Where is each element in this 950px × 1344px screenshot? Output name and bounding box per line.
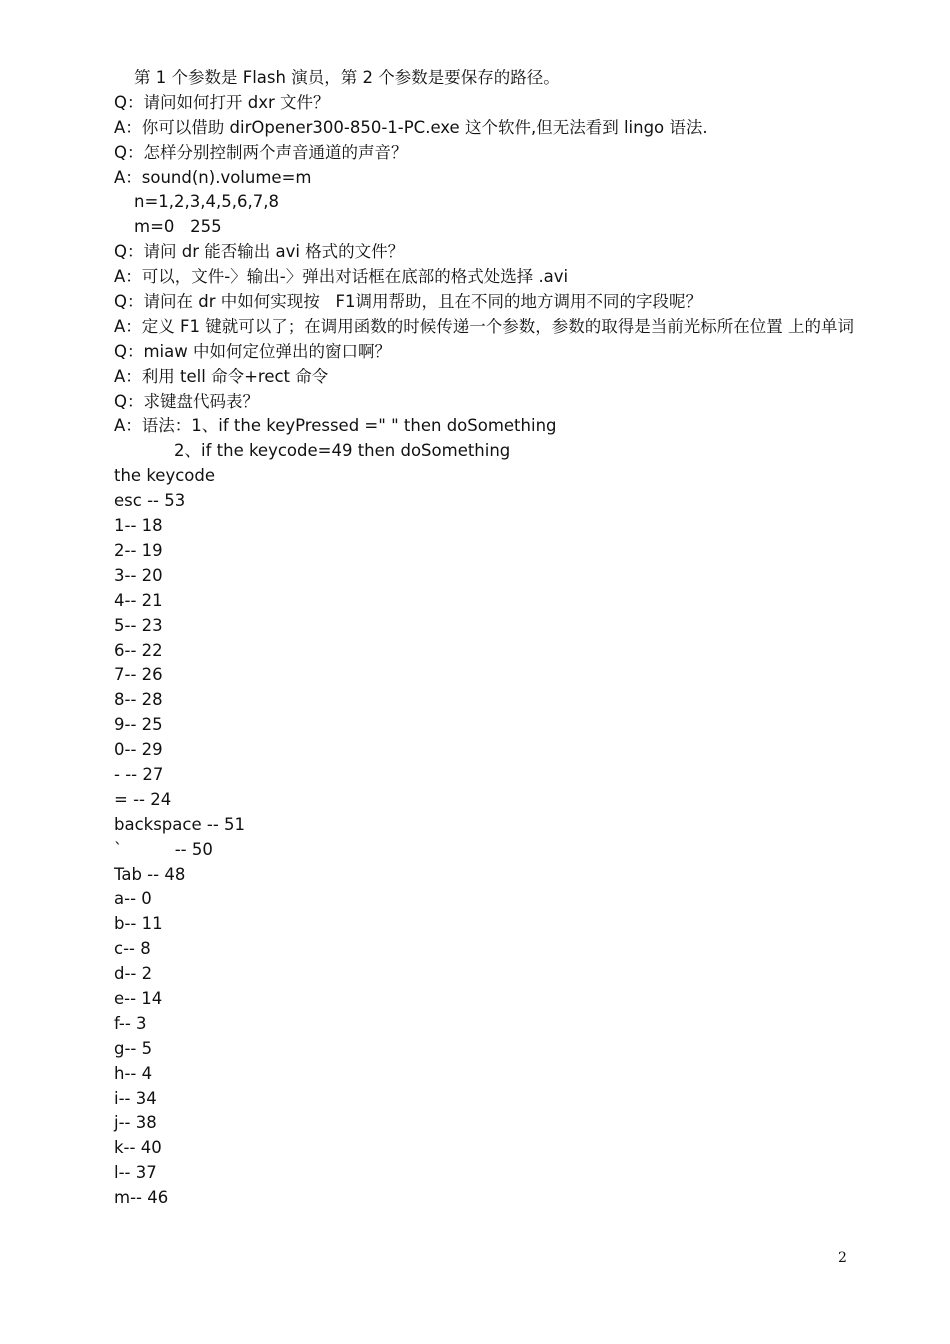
- text-line: the keycode: [114, 466, 215, 486]
- page-number: 2: [838, 1250, 847, 1266]
- text-line: Q：求键盘代码表？: [114, 391, 259, 411]
- keycode-entry: h-- 4: [114, 1063, 153, 1083]
- keycode-entry: f-- 3: [114, 1013, 147, 1033]
- keycode-entry: backspace -- 51: [114, 814, 246, 834]
- keycode-entry: 1-- 18: [114, 516, 163, 536]
- text-line: A：定义 F1 键就可以了；在调用函数的时候传递一个参数，参数的取得是当前光标所在位置 上的单词: [114, 316, 855, 336]
- text-line: Q：请问 dr 能否输出 avi 格式的文件？: [114, 242, 405, 262]
- keycode-entry: - -- 27: [114, 764, 164, 784]
- keycode-entry: k-- 40: [114, 1138, 162, 1158]
- keycode-entry: 5-- 23: [114, 615, 163, 635]
- document-body: [114, 66, 854, 1211]
- keycode-entry: m-- 46: [114, 1188, 169, 1208]
- text-line: Q：请问在 dr 中如何实现按 F1调用帮助，且在不同的地方调用不同的字段呢？: [114, 292, 702, 312]
- keycode-entry: 6-- 22: [114, 640, 163, 660]
- text-line: 第 1 个参数是 Flash 演员，第 2 个参数是要保存的路径。: [134, 68, 560, 87]
- text-line: 2、if the keycode=49 then doSomething: [174, 441, 511, 461]
- keycode-entry: e-- 14: [114, 988, 163, 1008]
- text-line: A：语法：1、if the keyPressed =" " then doSomething: [114, 416, 557, 436]
- keycode-entry: a-- 0: [114, 889, 152, 909]
- keycode-entry: g-- 5: [114, 1038, 153, 1058]
- keycode-entry: l-- 37: [114, 1163, 157, 1183]
- keycode-entry: ` -- 50: [114, 839, 213, 859]
- text-line: m=0 255: [134, 217, 222, 237]
- keycode-entry: b-- 11: [114, 914, 163, 934]
- keycode-entry: Tab -- 48: [114, 864, 186, 884]
- text-line: Q：miaw 中如何定位弹出的窗口啊？: [114, 341, 391, 361]
- keycode-entry: esc -- 53: [114, 491, 186, 511]
- text-line: n=1,2,3,4,5,6,7,8: [134, 192, 279, 212]
- keycode-entry: 8-- 28: [114, 690, 163, 710]
- text-line: Q：请问如何打开 dxr 文件？: [114, 92, 330, 112]
- text-line: A：sound(n).volume=m: [114, 167, 312, 187]
- text-line: Q：怎样分别控制两个声音通道的声音？: [114, 142, 408, 162]
- keycode-entry: 9-- 25: [114, 715, 163, 735]
- keycode-entry: 0-- 29: [114, 740, 163, 760]
- keycode-entry: 7-- 26: [114, 665, 163, 685]
- keycode-entry: 2-- 19: [114, 540, 163, 560]
- keycode-entry: d-- 2: [114, 964, 153, 984]
- keycode-entry: 3-- 20: [114, 565, 163, 585]
- keycode-entry: 4-- 21: [114, 590, 163, 610]
- text-line: A：可以，文件-〉输出-〉弹出对话框在底部的格式处选择 .avi: [114, 267, 569, 287]
- keycode-entry: j-- 38: [114, 1113, 157, 1133]
- keycode-entry: i-- 34: [114, 1088, 157, 1108]
- text-line: A：你可以借助 dirOpener300-850-1-PC.exe 这个软件,但无法看到 lingo 语法.: [114, 117, 708, 137]
- keycode-entry: c-- 8: [114, 939, 151, 959]
- keycode-entry: = -- 24: [114, 789, 172, 809]
- text-line: A：利用 tell 命令+rect 命令: [114, 366, 329, 386]
